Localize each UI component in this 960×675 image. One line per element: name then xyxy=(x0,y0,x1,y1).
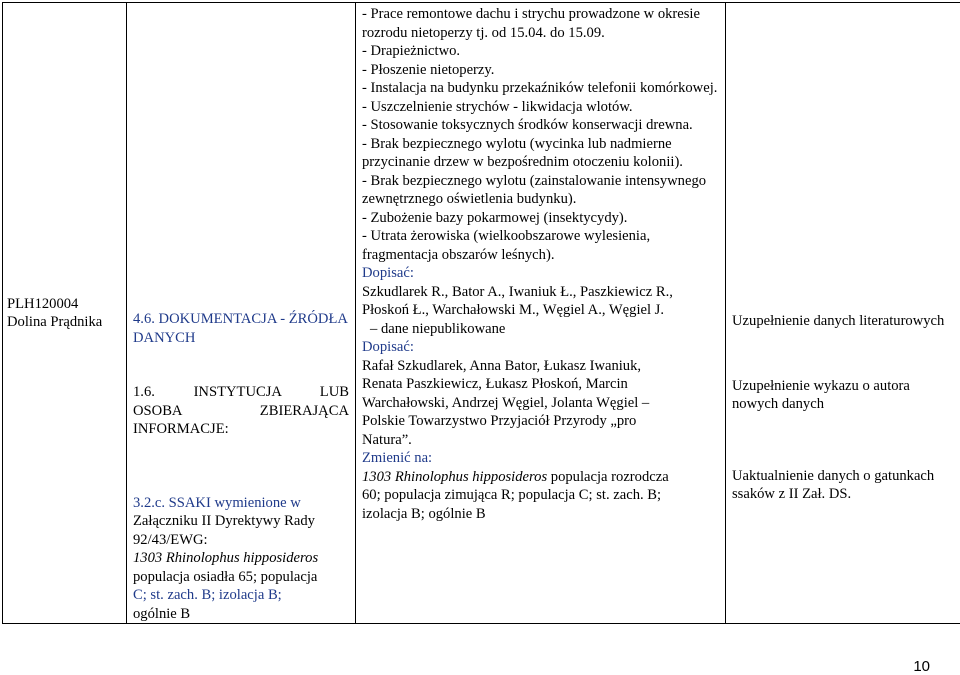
justification-1: Uzupełnienie danych literaturowych xyxy=(732,312,960,331)
justification-cell xyxy=(726,3,960,624)
justification-2-l2: nowych danych xyxy=(732,395,960,414)
section-mammals-l7: ogólnie B xyxy=(133,605,349,624)
change-species: 1303 Rhinolophus hipposideros xyxy=(362,469,547,485)
threat-item: - Uszczelnienie strychów - likwidacja wlotów. xyxy=(362,98,719,117)
threat-item: - Stosowanie toksycznych środków konserwacji drewna. xyxy=(362,116,719,135)
add2-line4: Polskie Towarzystwo Przyjaciół Przyrody „pro xyxy=(362,412,719,431)
add2-line5: Natura”. xyxy=(362,431,719,450)
threat-item: - Utrata żerowiska (wielkoobszarowe wylesienia, fragmentacja obszarów leśnych). xyxy=(362,227,719,264)
justification-3-l1: Uaktualnienie danych o gatunkach xyxy=(732,467,960,486)
add1-line1: Szkudlarek R., Bator A., Iwaniuk Ł., Paszkiewicz R., xyxy=(362,283,719,302)
section-institution-l2: OSOBA ZBIERAJĄCA xyxy=(133,402,349,421)
add1-label: Dopisać: xyxy=(362,264,719,283)
add1-line2: Płoskoń Ł., Warchałowski M., Węgiel A., Węgiel J. xyxy=(362,301,719,320)
section-institution-l3: INFORMACJE: xyxy=(133,420,349,439)
threat-item: - Brak bezpiecznego wylotu (zainstalowanie intensywnego zewnętrznego oświetlenia budynku). xyxy=(362,172,719,209)
change-line3: izolacja B; ogólnie B xyxy=(362,505,719,524)
site-code: PLH120004 xyxy=(7,295,122,314)
section-mammals-l1: 3.2.c. SSAKI wymienione w xyxy=(133,494,349,513)
site-cell xyxy=(3,3,127,624)
add1-line3: – dane niepublikowane xyxy=(362,320,719,339)
threat-item: - Prace remontowe dachu i strychu prowadzone w okresie rozrodu nietoperzy tj. od 15.04. do 15.09. xyxy=(362,5,719,42)
add2-line2: Renata Paszkiewicz, Łukasz Płoskoń, Marcin xyxy=(362,375,719,394)
threat-item: - Instalacja na budynku przekaźników telefonii komórkowej. xyxy=(362,79,719,98)
page-number: 10 xyxy=(913,658,930,675)
threats-list xyxy=(362,3,719,264)
add2-line3: Warchałowski, Andrzej Węgiel, Jolanta Węgiel – xyxy=(362,394,719,413)
content-cell xyxy=(356,3,726,624)
section-mammals-l2: Załączniku II Dyrektywy Rady xyxy=(133,512,349,531)
section-cell xyxy=(127,3,356,624)
site-name: Dolina Prądnika xyxy=(7,313,122,332)
justification-3-l2: ssaków z II Zał. DS. xyxy=(732,485,960,504)
add2-label: Dopisać: xyxy=(362,338,719,357)
justification-2-l1: Uzupełnienie wykazu o autora xyxy=(732,377,960,396)
threat-item: - Płoszenie nietoperzy. xyxy=(362,61,719,80)
section-institution-l1: 1.6. INSTYTUCJA LUB xyxy=(133,383,349,402)
section-mammals-species: 1303 Rhinolophus hipposideros xyxy=(133,549,349,568)
section-mammals-l3: 92/43/EWG: xyxy=(133,531,349,550)
change-line1 xyxy=(362,468,719,487)
section-mammals-l5: populacja osiadła 65; populacja xyxy=(133,568,349,587)
add2-line1: Rafał Szkudlarek, Anna Bator, Łukasz Iwaniuk, xyxy=(362,357,719,376)
threat-item: - Zubożenie bazy pokarmowej (insektycydy). xyxy=(362,209,719,228)
change-label: Zmienić na: xyxy=(362,449,719,468)
change-line2: 60; populacja zimująca R; populacja C; st. zach. B; xyxy=(362,486,719,505)
changes-table xyxy=(2,2,960,624)
change-line1-rest: populacja rozrodcza xyxy=(547,469,669,485)
section-mammals-l6: C; st. zach. B; izolacja B; xyxy=(133,586,349,605)
section-documentation: 4.6. DOKUMENTACJA - ŹRÓDŁA DANYCH xyxy=(133,310,349,347)
threat-item: - Drapieżnictwo. xyxy=(362,42,719,61)
threat-item: - Brak bezpiecznego wylotu (wycinka lub nadmierne przycinanie drzew w bezpośrednim otoczeniu kolonii). xyxy=(362,135,719,172)
